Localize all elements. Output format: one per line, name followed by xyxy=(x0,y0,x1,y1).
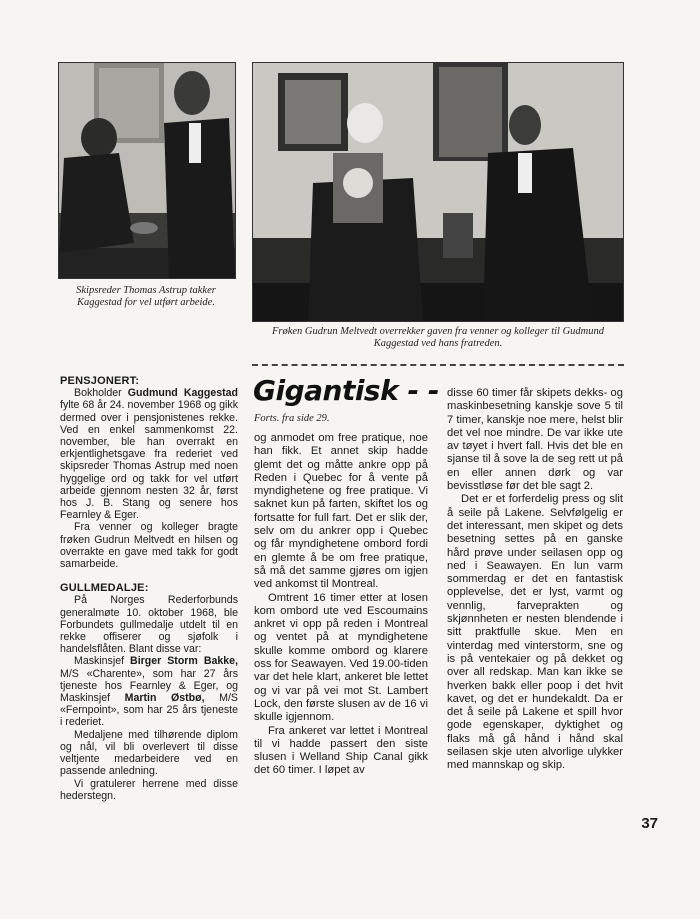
paragraph-gull-1: På Norges Rederforbunds generalmøte 10. oktober 1968, ble Forbundets gullmedalje utdelt til en rekke offiserer og sjøfolk i handelsflåten. Blant disse var: xyxy=(60,594,238,656)
photo-caption-right: Frøken Gudrun Meltvedt overrekker gaven fra venner og kolleger til Gudmund Kaggestad ved hans fratreden. xyxy=(271,326,604,349)
page-number: 37 xyxy=(641,815,658,832)
section-divider xyxy=(252,364,624,366)
paragraph-gull-2: Maskinsjef Birger Storm Bakke, M/S «Charente», som har 27 års tjeneste hos Fearnley & Eger, og Maskinsjef Martin Østbø, M/S «Fernpoint», som har 25 års tjeneste i rederiet. xyxy=(60,655,239,729)
article-paragraph-2: Omtrent 16 timer etter at losen kom ombord ute ved Escoumains ankret vi opp på reden i Montreal og ventet på at myndighetene skulle komme ombord og klarere oss for Seawayen. Ved 19.00-tiden var det hele klart, ankeret ble lettet og vi var på vei mot St. Lambert Lock, den første slusen av de 16 vi skulle igjennom. xyxy=(254,591,428,724)
column-article-2 xyxy=(447,387,623,773)
name-bakke: Birger Storm Bakke, xyxy=(130,655,239,668)
photo-caption-left: Skipsreder Thomas Astrup takker Kaggestad for vel utført arbeide. xyxy=(76,285,216,308)
continued-note: Forts. fra side 29. xyxy=(254,413,330,424)
column-announcements xyxy=(60,375,238,802)
name-ostbo: Martin Østbø, xyxy=(124,692,205,705)
paragraph-gull-4: Vi gratulerer herrene med disse hederstegn. xyxy=(60,777,238,802)
article-paragraph-1: og anmodet om free pratique, noe han fikk. Et annet skip hadde glemt det og måtte ankre opp på Reden i Quebec for å vente på myndighetene og free pratique. Vi saknet kun på farten, skiftet los og fortsatte for full fart. Det er slik der, selv om du ankrer opp i Quebec og får myndighetene ombord fordi en glemte å be om free pratique, så må det samme gjøres om igjen ved ankomst til Montreal. xyxy=(254,432,428,591)
column-article-1 xyxy=(254,432,428,778)
article-paragraph-4: disse 60 timer får skipets dekks- og maskinbesetning kanskje sove 5 til 7 timer, kanskje noe mere, helst blir det vel noe mindre. De var ikke ute av tøyet i hvert fall. Hvis det ble en sjanse til å sove la de seg rett ut på en eller annen dørk og var bevisstløse før det ble sagt 2. xyxy=(447,387,623,493)
paragraph-pensjonert-1: Bokholder Gudmund Kaggestad fylte 68 år 24. november 1968 og gikk dermed over i pensjonistenes rekke. Ved en enkel sammenkomst 22. november, ble han overrakt en erkjentlighetsgave fra rederiet ved skipsreder Thomas Astrup med noen hyggelige ord og takk for vel utført arbeide gjennom nesten 32 år, først hos J. B. Stang og senere hos Fearnley & Eger. xyxy=(60,387,238,522)
article-paragraph-3: Fra ankeret var lettet i Montreal til vi hadde passert den siste slusen i Welland Ship Canal gikk det 60 timer. I løpet av xyxy=(254,724,428,777)
article-paragraph-5: Det er et forferdelig press og slit å seile på Lakene. Selvfølgelig er det interessant, men skipet og dets besetning settes på en ganske hård prøve under seilasen opp og ned i Seawayen. En lun varm sommerdag er det en fantastisk opplevelse, det er lyst, varmt og vennlig, farveprakten og skjønnheten er nesten blendende i sitt praktfulle skue. Men en vinterdag med vinterstorm, sne og is på ventekaier og på dekket og over all redskap. Man kan ikke se hverken bakk eller poop i det hvit kavet, og det er hundekaldt. Da er det å seile på Lakene et spill hvor gode egenskaper, dyktighet og flaks må gå hånd i hånd skal seilasen skje uten alvorlige ulykker med mannskap og skip. xyxy=(447,493,623,772)
photo-gift-presentation xyxy=(252,62,624,322)
name-kaggestad: Gudmund Kaggestad xyxy=(127,387,238,400)
article-title: Gigantisk - - xyxy=(253,374,439,407)
heading-pensjonert: PENSJONERT: xyxy=(60,375,140,387)
paragraph-gull-3: Medaljene med tilhørende diplom og nål, vil bli overlevert til disse veltjente medarbeidere ved en passende anledning. xyxy=(60,728,238,778)
paragraph-pensjonert-2: Fra venner og kolleger bragte frøken Gudrun Meltvedt en hilsen og overrakte en gave med takk for godt samarbeide. xyxy=(60,521,238,571)
heading-gullmedalje: GULLMEDALJE: xyxy=(60,582,149,595)
photo-astrup-kaggestad xyxy=(58,62,236,279)
